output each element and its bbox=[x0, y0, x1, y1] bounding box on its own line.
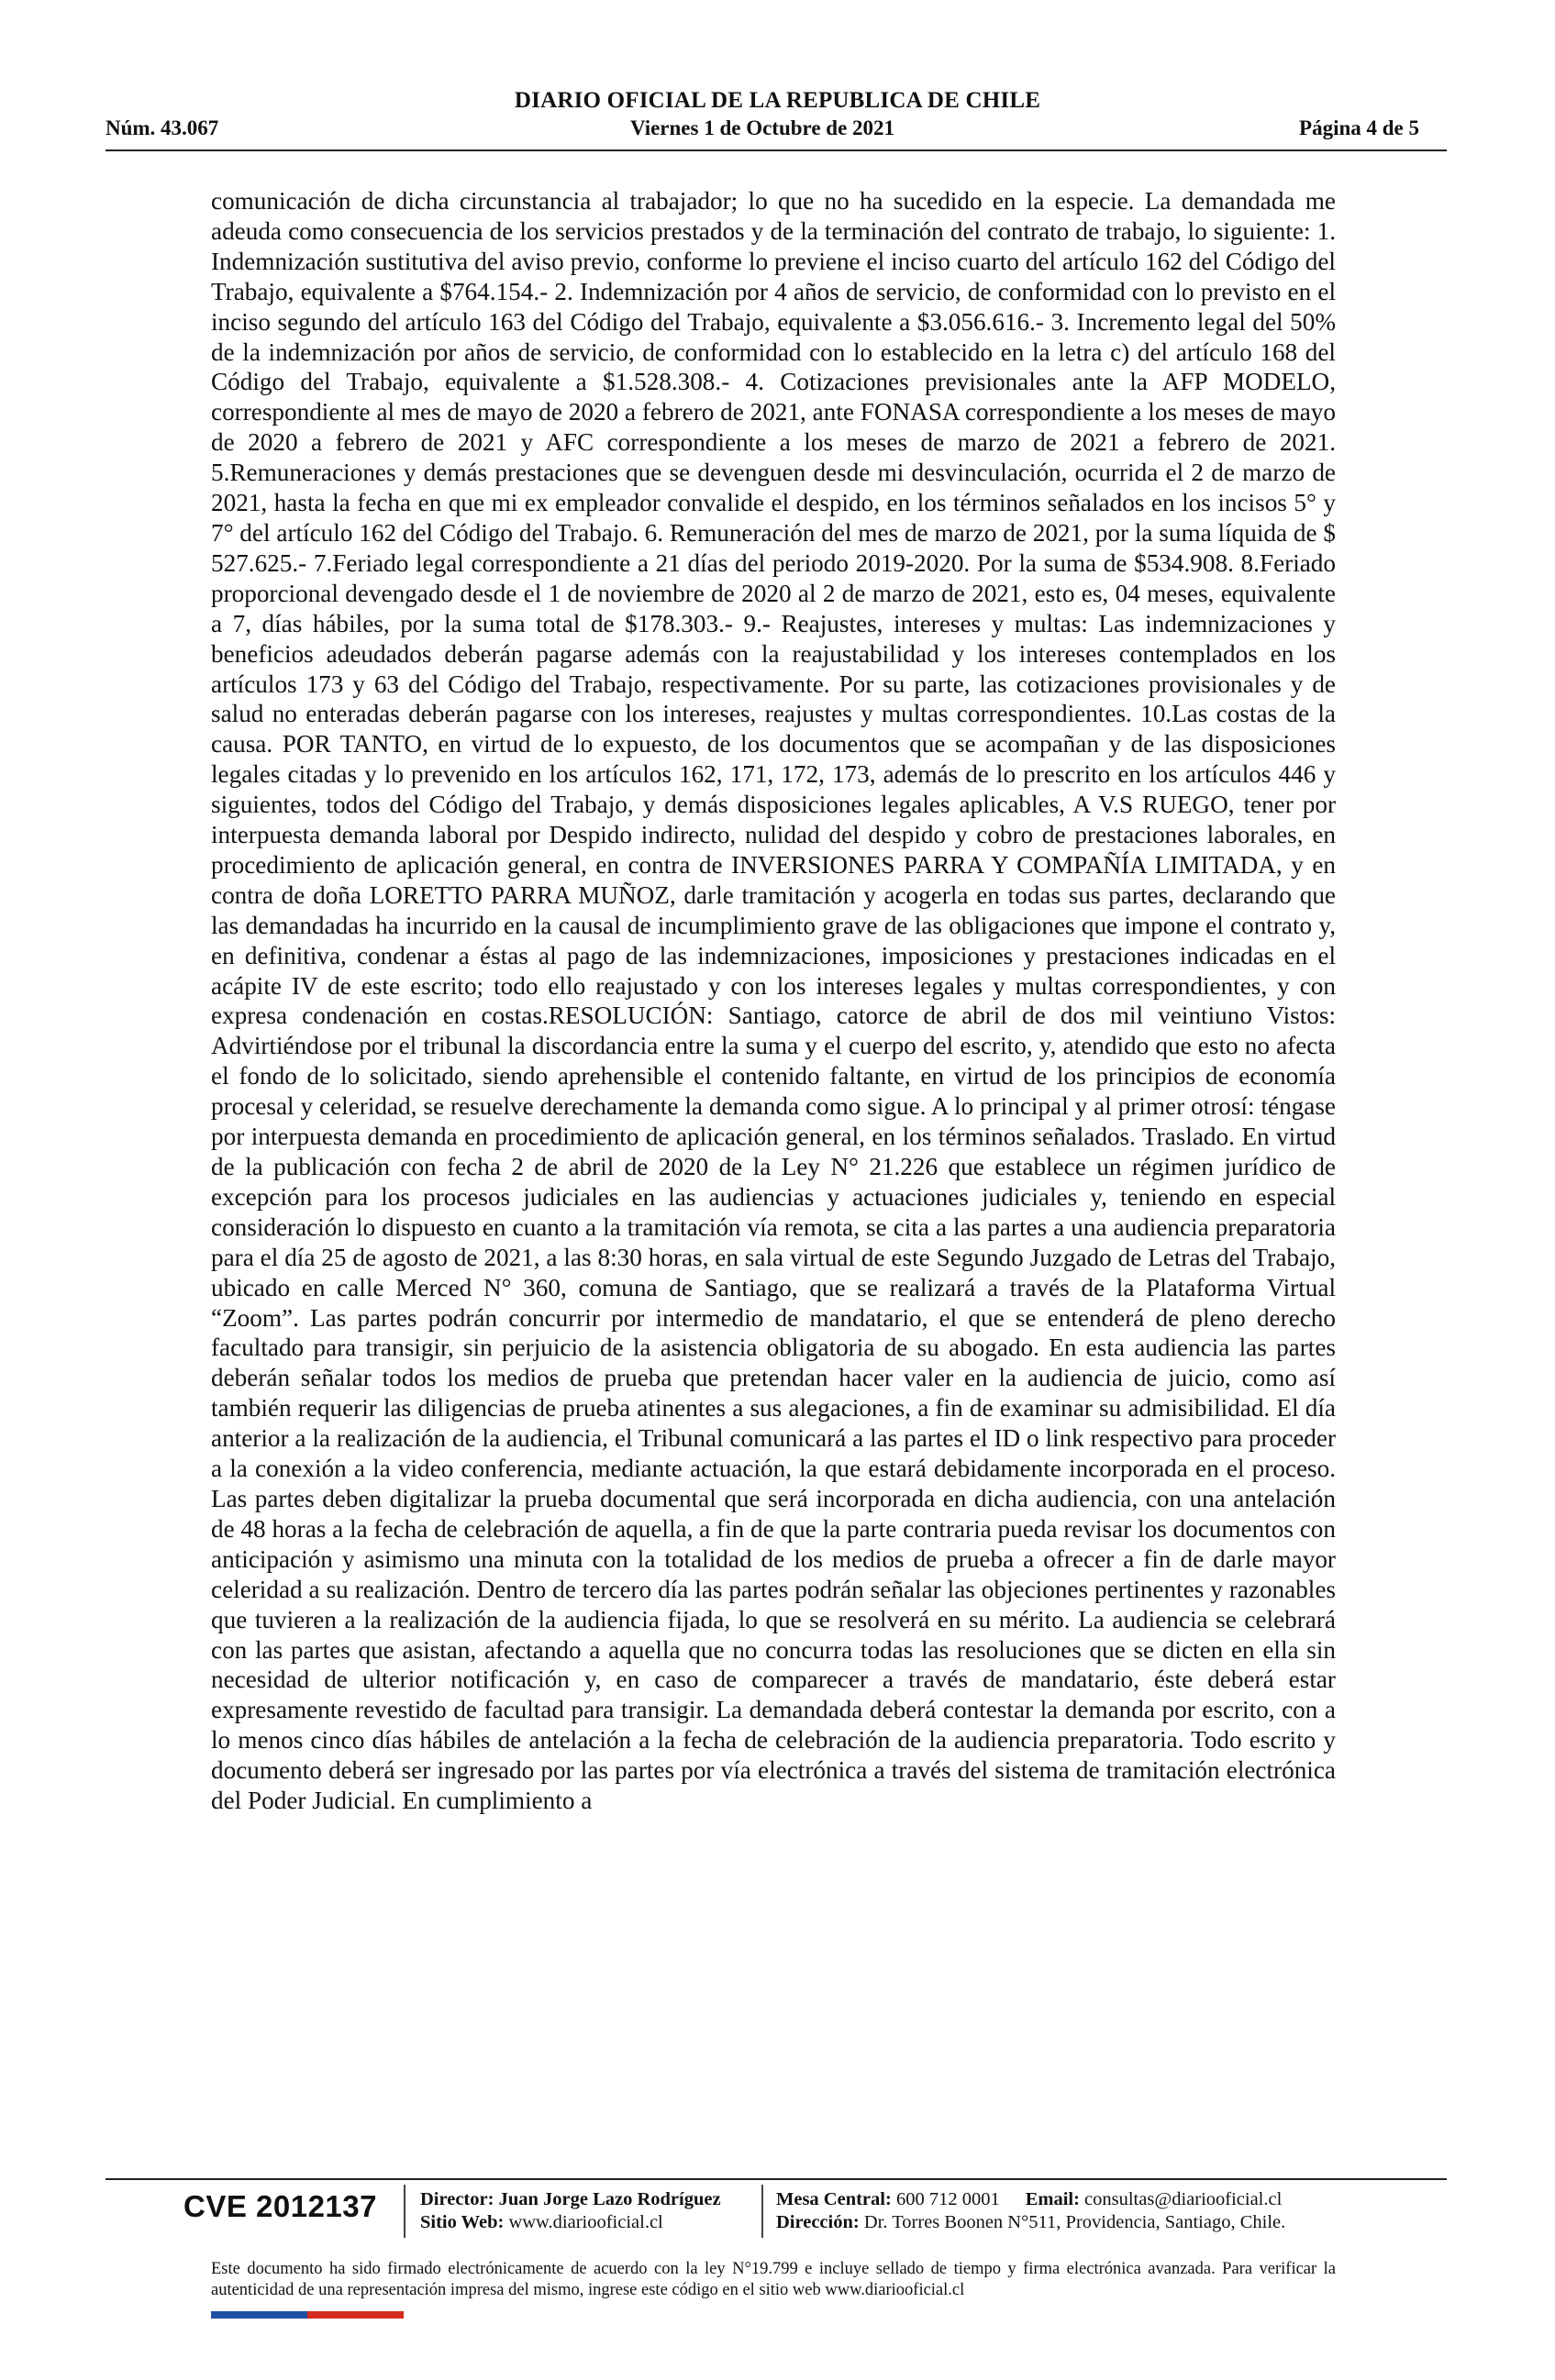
address-text: Dr. Torres Boonen N°511, Providencia, Santiago, Chile. bbox=[863, 2212, 1286, 2232]
flag-blue-stripe bbox=[211, 2311, 307, 2319]
phone-number: 600 712 0001 bbox=[895, 2189, 1000, 2209]
email-link[interactable]: consultas@diariooficial.cl bbox=[1084, 2189, 1283, 2209]
signature-notice: Este documento ha sido firmado electrónicamente de acuerdo con la ley N°19.799 e incluye sellado de tiempo y firma electrónica avanzada. Para verificar la autenticidad de una representación impresa del mismo, ingrese este código en el sitio web www.diariooficial.cl bbox=[211, 2260, 1336, 2299]
phone-label: Mesa Central: bbox=[776, 2189, 892, 2209]
website-link[interactable]: www.diariooficial.cl bbox=[508, 2212, 663, 2232]
article-body bbox=[211, 186, 1336, 1816]
footer-director-block bbox=[420, 2188, 721, 2234]
newspaper-title: DIARIO OFICIAL DE LA REPUBLICA DE CHILE bbox=[514, 88, 1041, 113]
footer-separator bbox=[404, 2185, 405, 2238]
issue-date: Viernes 1 de Octubre de 2021 bbox=[629, 116, 895, 139]
footer-contact-block bbox=[776, 2188, 1285, 2234]
header-row bbox=[106, 116, 1419, 144]
website-label: Sitio Web: bbox=[420, 2212, 505, 2232]
footer-divider bbox=[106, 2178, 1447, 2180]
director-label: Director: bbox=[420, 2189, 494, 2209]
header-divider bbox=[106, 149, 1447, 151]
issue-number: Núm. 43.067 bbox=[106, 116, 219, 139]
article-paragraph: comunicación de dicha circunstancia al trabajador; lo que no ha sucedido en la especie. La demandada me adeuda como consecuencia de los servicios prestados y de la terminación del contrato de trabajo, lo siguiente: 1. Indemnización sustitutiva del aviso previo, conforme lo previene el inciso cuarto del artículo 162 del Código del Trabajo, equivalente a $764.154.- 2. Indemnización por 4 años de servicio, de conformidad con lo previsto en el inciso segundo del artículo 163 del Código del Trabajo, equivalente a $3.056.616.- 3. Incremento legal del 50% de la indemnización por años de servicio, de conformidad con lo establecido en la letra c) del artículo 168 del Código del Trabajo, equivalente a $1.528.308.- 4. Cotizaciones previsionales ante la AFP MODELO, correspondiente al mes de mayo de 2020 a febrero de 2021, ante FONASA correspondiente a los meses de mayo de 2020 a febrero de 2021 y AFC correspondiente a los meses de marzo de 2021 a febrero de 2021. 5.Remuneraciones y demás prestaciones que se devenguen desde mi desvinculación, ocurrida el 2 de marzo de 2021, hasta la fecha en que mi ex empleador convalide el despido, en los términos señalados en los incisos 5° y 7° del artículo 162 del Código del Trabajo. 6. Remuneración del mes de marzo de 2021, por la suma líquida de $ 527.625.- 7.Feriado legal correspondiente a 21 días del periodo 2019-2020. Por la suma de $534.908. 8.Feriado proporcional devengado desde el 1 de noviembre de 2020 al 2 de marzo de 2021, esto es, 04 meses, equivalente a 7, días hábiles, por la suma total de $178.303.- 9.- Reajustes, intereses y multas: Las indemnizaciones y beneficios adeudados deberán pagarse además con la reajustabilidad y los intereses contemplados en los artículos 173 y 63 del Código del Trabajo, respectivamente. Por su parte, las cotizaciones provisionales y de salud no enteradas deberán pagarse con los intereses, reajustes y multas correspondientes. 10.Las costas de la causa. POR TANTO, en virtud de lo expuesto, de los documentos que se acompañan y de las disposiciones legales citadas y lo prevenido en los artículos 162, 171, 172, 173, además de lo prescrito en los artículos 446 y siguientes, todos del Código del Trabajo, y demás disposiciones legales aplicables, A V.S RUEGO, tener por interpuesta demanda laboral por Despido indirecto, nulidad del despido y cobro de prestaciones laborales, en procedimiento de aplicación general, en contra de INVERSIONES PARRA Y COMPAÑÍA LIMITADA, y en contra de doña LORETTO PARRA MUÑOZ, darle tramitación y acogerla en todas sus partes, declarando que las demandadas ha incurrido en la causal de incumplimiento grave de las obligaciones que impone el contrato y, en definitiva, condenar a éstas al pago de las indemnizaciones, imposiciones y prestaciones indicadas en el acápite IV de este escrito; todo ello reajustado y con los intereses legales y multas correspondientes, y con expresa condenación en costas.RESOLUCIÓN: Santiago, catorce de abril de dos mil veintiuno Vistos: Advirtiéndose por el tribunal la discordancia entre la suma y el cuerpo del escrito, y, atendido que esto no afecta el fondo de lo solicitado, siendo aprehensible el contenido faltante, en virtud de los principios de economía procesal y celeridad, se resuelve derechamente la demanda como sigue. A lo principal y al primer otrosí: téngase por interpuesta demanda en procedimiento de aplicación general, en los términos señalados. Traslado. En virtud de la publicación con fecha 2 de abril de 2020 de la Ley N° 21.226 que establece un régimen jurídico de excepción para los procesos judiciales en las audiencias y actuaciones judiciales y, teniendo en especial consideración lo dispuesto en cuanto a la tramitación vía remota, se cita a las partes a una audiencia preparatoria para el día 25 de agosto de 2021, a las 8:30 horas, en sala virtual de este Segundo Juzgado de Letras del Trabajo, ubicado en calle Merced N° 360, comuna de Santiago, que se realizará a través de la Plataforma Virtual “Zoom”. Las partes podrán concurrir por intermedio de mandatario, el que se entenderá de pleno derecho facultado para transigir, sin perjuicio de la asistencia obligatoria de su abogado. En esta audiencia las partes deberán señalar todos los medios de prueba que pretendan hacer valer en la audiencia de juicio, como así también requerir las diligencias de prueba atinentes a sus alegaciones, a fin de examinar su admisibilidad. El día anterior a la realización de la audiencia, el Tribunal comunicará a las partes el ID o link respectivo para proceder a la conexión a la video conferencia, mediante actuación, la que estará debidamente incorporada en el proceso. Las partes deben digitalizar la prueba documental que será incorporada en dicha audiencia, con una antelación de 48 horas a la fecha de celebración de aquella, a fin de que la parte contraria pueda revisar los documentos con anticipación y asimismo una minuta con la totalidad de los medios de prueba a ofrecer a fin de darle mayor celeridad a su realización. Dentro de tercero día las partes podrán señalar las objeciones pertinentes y razonables que tuvieren a la realización de la audiencia fijada, lo que se resolverá en su mérito. La audiencia se celebrará con las partes que asistan, afectando a aquella que no concurra todas las resoluciones que se dicten en ella sin necesidad de ulterior notificación y, en caso de comparecer a través de mandatario, éste deberá estar expresamente revestido de facultad para transigir. La demandada deberá contestar la demanda por escrito, con a lo menos cinco días hábiles de antelación a la fecha de celebración de la audiencia preparatoria. Todo escrito y documento deberá ser ingresado por las partes por vía electrónica a través del sistema de tramitación electrónica del Poder Judicial. En cumplimiento a bbox=[211, 187, 1336, 1815]
address-label: Dirección: bbox=[776, 2212, 860, 2232]
footer-separator bbox=[761, 2185, 763, 2238]
director-name: Juan Jorge Lazo Rodríguez bbox=[498, 2189, 721, 2209]
flag-red-stripe bbox=[307, 2311, 404, 2319]
chile-flag-bar bbox=[211, 2311, 404, 2319]
cve-code: CVE 2012137 bbox=[183, 2189, 377, 2223]
page-number: Página 4 de 5 bbox=[1299, 116, 1419, 139]
email-label: Email: bbox=[1025, 2189, 1080, 2209]
